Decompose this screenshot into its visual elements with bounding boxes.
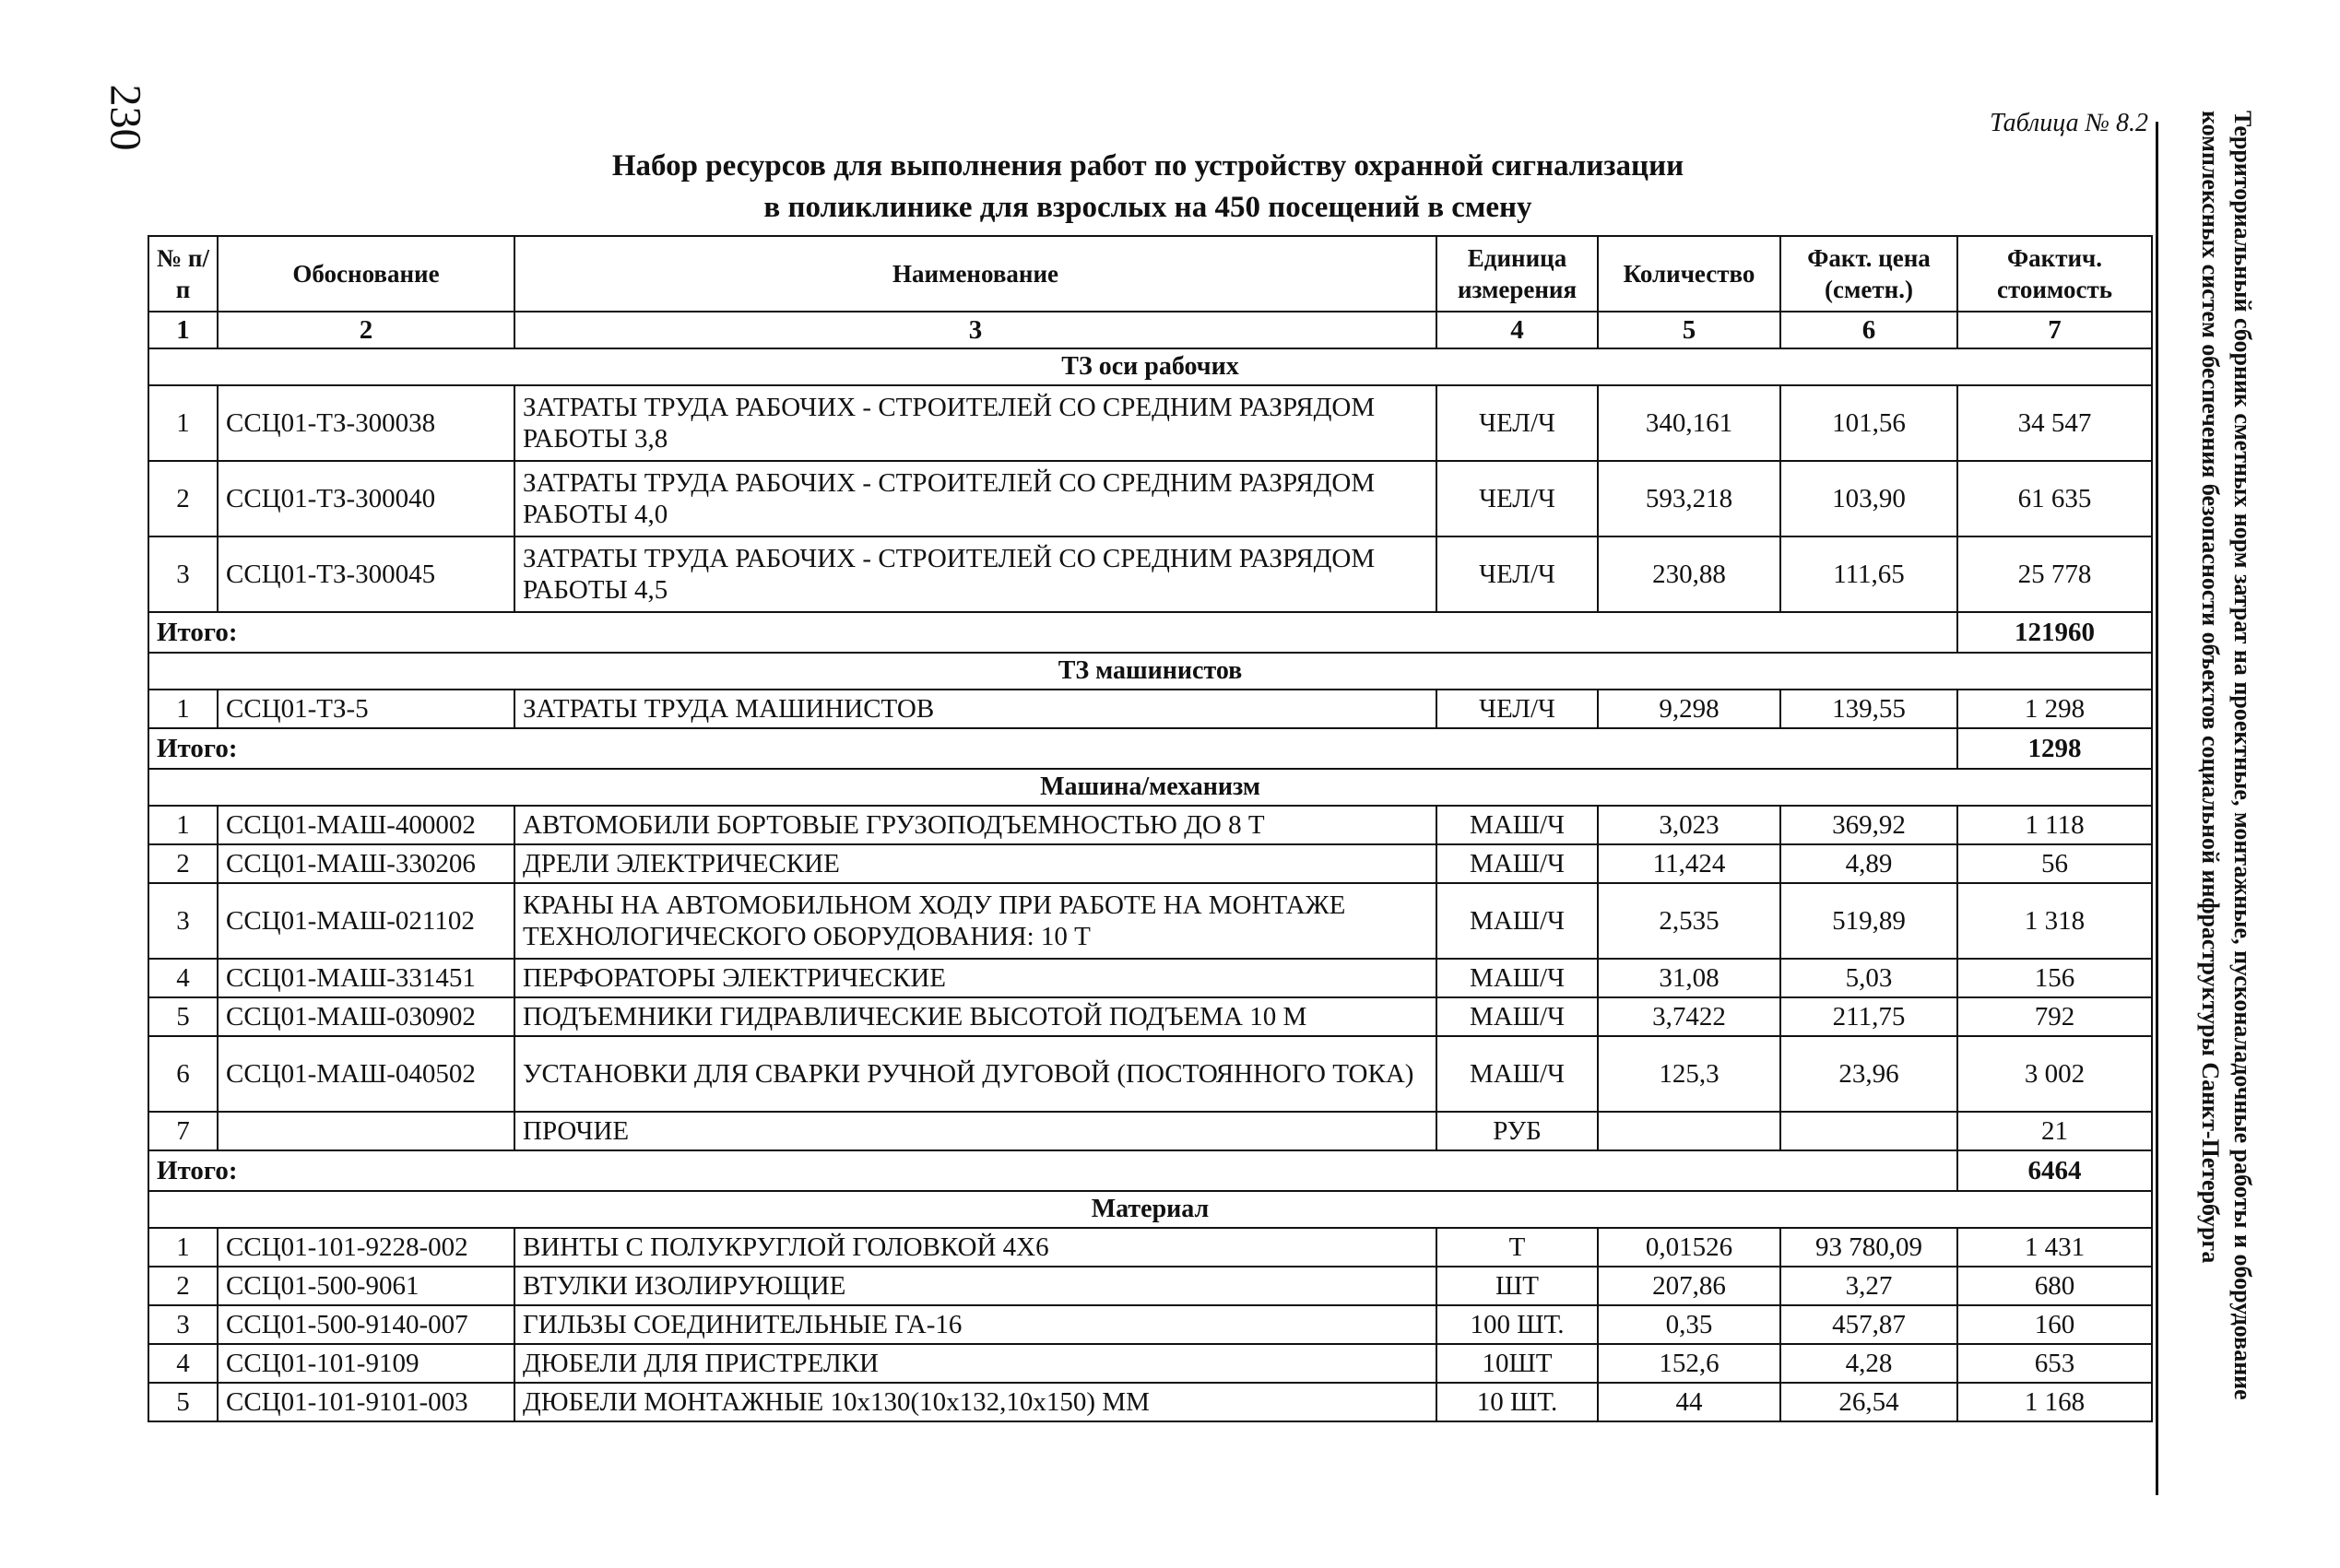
cell-cost: 56 (1957, 844, 2152, 883)
cell-qty: 207,86 (1598, 1267, 1780, 1305)
total-value: 1298 (1957, 728, 2152, 769)
cell-name: ПРОЧИЕ (514, 1112, 1436, 1150)
cell-unit: МАШ/Ч (1436, 844, 1598, 883)
cell-qty: 0,35 (1598, 1305, 1780, 1344)
cell-unit: МАШ/Ч (1436, 959, 1598, 997)
cell-cost: 21 (1957, 1112, 2152, 1150)
cell-price: 26,54 (1780, 1383, 1957, 1421)
cell-name: ДЮБЕЛИ ДЛЯ ПРИСТРЕЛКИ (514, 1344, 1436, 1383)
cell-cost: 160 (1957, 1305, 2152, 1344)
cell-unit: 10ШТ (1436, 1344, 1598, 1383)
header-row (148, 236, 2152, 312)
cell-qty: 125,3 (1598, 1036, 1780, 1112)
cell-code: ССЦ01-МАШ-021102 (218, 883, 514, 959)
total-value: 121960 (1957, 612, 2152, 653)
table-row (148, 959, 2152, 997)
cell-price: 93 780,09 (1780, 1228, 1957, 1267)
section-title: ТЗ машинистов (148, 653, 2152, 690)
cell-code: ССЦ01-МАШ-331451 (218, 959, 514, 997)
cell-code: ССЦ01-ТЗ-300045 (218, 536, 514, 612)
cell-code: ССЦ01-101-9228-002 (218, 1228, 514, 1267)
cell-n: 6 (148, 1036, 218, 1112)
column-number: 1 (148, 312, 218, 348)
total-label: Итого: (148, 728, 1957, 769)
cell-name: КРАНЫ НА АВТОМОБИЛЬНОМ ХОДУ ПРИ РАБОТЕ НА МОНТАЖЕ ТЕХНОЛОГИЧЕСКОГО ОБОРУДОВАНИЯ: 10 Т (514, 883, 1436, 959)
cell-unit: ЧЕЛ/Ч (1436, 461, 1598, 536)
cell-qty: 593,218 (1598, 461, 1780, 536)
cell-price: 519,89 (1780, 883, 1957, 959)
table-row (148, 1112, 2152, 1150)
cell-unit: МАШ/Ч (1436, 1036, 1598, 1112)
title-line-1: Набор ресурсов для выполнения работ по устройству охранной сигнализации (611, 149, 1684, 183)
cell-code: ССЦ01-МАШ-030902 (218, 997, 514, 1036)
table-row (148, 844, 2152, 883)
cell-cost: 3 002 (1957, 1036, 2152, 1112)
cell-price: 457,87 (1780, 1305, 1957, 1344)
section-header-row (148, 1191, 2152, 1228)
cell-qty (1598, 1112, 1780, 1150)
total-label: Итого: (148, 1150, 1957, 1191)
header-cell: Факт. цена (сметн.) (1780, 236, 1957, 312)
column-number-row (148, 312, 2152, 348)
cell-cost: 1 318 (1957, 883, 2152, 959)
column-number: 3 (514, 312, 1436, 348)
cell-qty: 11,424 (1598, 844, 1780, 883)
cell-price: 4,28 (1780, 1344, 1957, 1383)
cell-n: 2 (148, 461, 218, 536)
cell-unit: ШТ (1436, 1267, 1598, 1305)
cell-n: 5 (148, 1383, 218, 1421)
column-number: 5 (1598, 312, 1780, 348)
header-cell: Количество (1598, 236, 1780, 312)
cell-name: ЗАТРАТЫ ТРУДА МАШИНИСТОВ (514, 690, 1436, 728)
cell-name: ПЕРФОРАТОРЫ ЭЛЕКТРИЧЕСКИЕ (514, 959, 1436, 997)
cell-cost: 1 168 (1957, 1383, 2152, 1421)
total-label: Итого: (148, 612, 1957, 653)
column-number: 4 (1436, 312, 1598, 348)
section-title: ТЗ оси рабочих (148, 348, 2152, 385)
cell-price: 101,56 (1780, 385, 1957, 461)
cell-cost: 792 (1957, 997, 2152, 1036)
cell-code: ССЦ01-500-9061 (218, 1267, 514, 1305)
cell-n: 7 (148, 1112, 218, 1150)
cell-unit: 10 ШТ. (1436, 1383, 1598, 1421)
cell-price: 111,65 (1780, 536, 1957, 612)
table-row (148, 1036, 2152, 1112)
cell-n: 3 (148, 1305, 218, 1344)
cell-cost: 25 778 (1957, 536, 2152, 612)
cell-price: 4,89 (1780, 844, 1957, 883)
cell-cost: 680 (1957, 1267, 2152, 1305)
title-line-2: в поликлинике для взрослых на 450 посещений в смену (763, 191, 1532, 224)
cell-cost: 1 118 (1957, 806, 2152, 844)
cell-price: 369,92 (1780, 806, 1957, 844)
header-cell: Единица измерения (1436, 236, 1598, 312)
cell-unit: МАШ/Ч (1436, 997, 1598, 1036)
cell-name: ВИНТЫ С ПОЛУКРУГЛОЙ ГОЛОВКОЙ 4X6 (514, 1228, 1436, 1267)
cell-name: ВТУЛКИ ИЗОЛИРУЮЩИЕ (514, 1267, 1436, 1305)
cell-price: 5,03 (1780, 959, 1957, 997)
cell-qty: 9,298 (1598, 690, 1780, 728)
table-row (148, 536, 2152, 612)
cell-name: УСТАНОВКИ ДЛЯ СВАРКИ РУЧНОЙ ДУГОВОЙ (ПОСТОЯННОГО ТОКА) (514, 1036, 1436, 1112)
table-row (148, 883, 2152, 959)
cell-name: ГИЛЬЗЫ СОЕДИНИТЕЛЬНЫЕ ГА-16 (514, 1305, 1436, 1344)
column-number: 7 (1957, 312, 2152, 348)
cell-unit: МАШ/Ч (1436, 806, 1598, 844)
cell-cost: 61 635 (1957, 461, 2152, 536)
resources-table (148, 235, 2153, 1422)
section-header-row (148, 769, 2152, 806)
cell-n: 4 (148, 1344, 218, 1383)
cell-n: 2 (148, 844, 218, 883)
header-cell: № п/п (148, 236, 218, 312)
table-row (148, 997, 2152, 1036)
cell-price: 3,27 (1780, 1267, 1957, 1305)
cell-unit: Т (1436, 1228, 1598, 1267)
table-body (148, 348, 2152, 1421)
cell-qty: 3,023 (1598, 806, 1780, 844)
cell-n: 4 (148, 959, 218, 997)
cell-name: АВТОМОБИЛИ БОРТОВЫЕ ГРУЗОПОДЪЕМНОСТЬЮ ДО 8 Т (514, 806, 1436, 844)
cell-code: ССЦ01-МАШ-330206 (218, 844, 514, 883)
cell-code: ССЦ01-МАШ-400002 (218, 806, 514, 844)
cell-code: ССЦ01-ТЗ-5 (218, 690, 514, 728)
table-label: Таблица № 8.2 (1990, 109, 2148, 137)
cell-unit: ЧЕЛ/Ч (1436, 690, 1598, 728)
total-row (148, 612, 2152, 653)
column-number: 6 (1780, 312, 1957, 348)
header-cell: Фактич. стоимость (1957, 236, 2152, 312)
cell-code: ССЦ01-500-9140-007 (218, 1305, 514, 1344)
cell-price: 103,90 (1780, 461, 1957, 536)
cell-n: 3 (148, 883, 218, 959)
cell-qty: 44 (1598, 1383, 1780, 1421)
cell-code: ССЦ01-МАШ-040502 (218, 1036, 514, 1112)
total-row (148, 728, 2152, 769)
cell-price (1780, 1112, 1957, 1150)
table-row (148, 1228, 2152, 1267)
cell-price: 139,55 (1780, 690, 1957, 728)
header-cell: Обоснование (218, 236, 514, 312)
cell-n: 2 (148, 1267, 218, 1305)
cell-code: ССЦ01-ТЗ-300040 (218, 461, 514, 536)
cell-cost: 1 298 (1957, 690, 2152, 728)
cell-code: ССЦ01-101-9101-003 (218, 1383, 514, 1421)
cell-n: 1 (148, 690, 218, 728)
section-title: Материал (148, 1191, 2152, 1228)
cell-code: ССЦ01-101-9109 (218, 1344, 514, 1383)
side-divider (2156, 122, 2158, 1495)
table-row (148, 385, 2152, 461)
cell-qty: 340,161 (1598, 385, 1780, 461)
cell-name: ЗАТРАТЫ ТРУДА РАБОЧИХ - СТРОИТЕЛЕЙ СО СРЕДНИМ РАЗРЯДОМ РАБОТЫ 3,8 (514, 385, 1436, 461)
cell-name: ЗАТРАТЫ ТРУДА РАБОЧИХ - СТРОИТЕЛЕЙ СО СРЕДНИМ РАЗРЯДОМ РАБОТЫ 4,0 (514, 461, 1436, 536)
cell-cost: 1 431 (1957, 1228, 2152, 1267)
table-row (148, 1383, 2152, 1421)
cell-qty: 152,6 (1598, 1344, 1780, 1383)
cell-qty: 0,01526 (1598, 1228, 1780, 1267)
cell-unit: ЧЕЛ/Ч (1436, 536, 1598, 612)
cell-name: ПОДЪЕМНИКИ ГИДРАВЛИЧЕСКИЕ ВЫСОТОЙ ПОДЪЕМА 10 М (514, 997, 1436, 1036)
cell-unit: ЧЕЛ/Ч (1436, 385, 1598, 461)
cell-qty: 3,7422 (1598, 997, 1780, 1036)
cell-qty: 230,88 (1598, 536, 1780, 612)
total-row (148, 1150, 2152, 1191)
header-cell: Наименование (514, 236, 1436, 312)
table-row (148, 1267, 2152, 1305)
cell-price: 211,75 (1780, 997, 1957, 1036)
cell-name: ДРЕЛИ ЭЛЕКТРИЧЕСКИЕ (514, 844, 1436, 883)
cell-n: 1 (148, 806, 218, 844)
table-row (148, 1344, 2152, 1383)
cell-cost: 156 (1957, 959, 2152, 997)
cell-name: ЗАТРАТЫ ТРУДА РАБОЧИХ - СТРОИТЕЛЕЙ СО СРЕДНИМ РАЗРЯДОМ РАБОТЫ 4,5 (514, 536, 1436, 612)
cell-unit: 100 ШТ. (1436, 1305, 1598, 1344)
cell-n: 1 (148, 1228, 218, 1267)
cell-code (218, 1112, 514, 1150)
cell-unit: МАШ/Ч (1436, 883, 1598, 959)
cell-n: 1 (148, 385, 218, 461)
table-row (148, 1305, 2152, 1344)
cell-name: ДЮБЕЛИ МОНТАЖНЫЕ 10х130(10х132,10х150) ММ (514, 1383, 1436, 1421)
cell-qty: 31,08 (1598, 959, 1780, 997)
cell-n: 3 (148, 536, 218, 612)
cell-cost: 653 (1957, 1344, 2152, 1383)
column-number: 2 (218, 312, 514, 348)
cell-code: ССЦ01-ТЗ-300038 (218, 385, 514, 461)
table-row (148, 806, 2152, 844)
side-caption: Территориальный сборник сметных норм затрат на проектные, монтажные, пусконаладочные работы и оборудование комплексных систем обеспечения безопасности объектов социальной инфраструктуры Санкт-Петербурга (2197, 111, 2256, 1400)
cell-cost: 34 547 (1957, 385, 2152, 461)
document-title (148, 146, 2148, 229)
table-row (148, 690, 2152, 728)
section-title: Машина/механизм (148, 769, 2152, 806)
cell-unit: РУБ (1436, 1112, 1598, 1150)
section-header-row (148, 653, 2152, 690)
table-row (148, 461, 2152, 536)
cell-n: 5 (148, 997, 218, 1036)
total-value: 6464 (1957, 1150, 2152, 1191)
cell-price: 23,96 (1780, 1036, 1957, 1112)
page-number: 230 (100, 84, 150, 151)
section-header-row (148, 348, 2152, 385)
cell-qty: 2,535 (1598, 883, 1780, 959)
